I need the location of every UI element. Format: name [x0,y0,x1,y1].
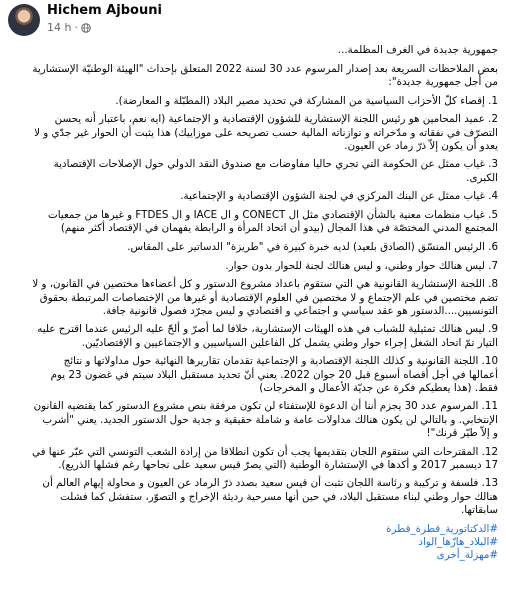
post-item-12 [12,446,498,472]
post-intro [12,63,498,89]
item-line: الإنتخابي. و بالتالي لن يكون هنالك مداولات عامة و شاملة حقيقية و جدية حول الدستور الجديد. يعني "أشرب [42,413,498,426]
item-line: 1. إقصاء كلّ الأحزاب السياسية من المشاركة في تحديد مصير البلاد (المطبّلة و المعارضة). [115,94,498,107]
item-line: 3. غياب ممثل عن الحكومة التي تجري حاليا مفاوضات مع صندوق النقد الدولي حول الإصلاحات الإقتصادية [53,158,498,171]
post-item-4 [12,190,498,203]
item-line: سابقاتها. [461,503,498,516]
post-item-9 [12,323,498,349]
post-item-13 [12,477,498,517]
item-line: هنالك حوار وطني لبناء مستقبل البلاد، في حين أنها مسرحية رديئة الإخراج و التصوّر، ستفشل كما فشلت [60,490,498,503]
item-line: يعدو أن يكون إلاّ ذرّ رماد عن العيون. [344,139,498,152]
hashtag-link[interactable]: #البلاد_هازّها_الواد [418,535,498,548]
post-item-1 [12,95,498,108]
item-line: التصرّف في نفقاته و مدّخراته و توازناته المالية حسب تصريحه على موزاييك) هذا يثبت أن الحوار غير جدّي و لا [34,126,498,139]
author-name[interactable]: Hichem Ajbouni [47,3,162,18]
post-item-3 [12,158,498,184]
item-line: 5. غياب منظمات معنية بالشأن الإقتصادي مثل ال CONECT و ال IACE و ال FTDES و غيرها من جمعيات [48,209,498,222]
hashtags [12,523,498,563]
item-line: التيار تمّ اتحاد الشغل إجراء حوار وطني يشمل كل الفاعلين السياسيين و الإجتماعيين و الإقتصاديّين. [81,336,498,349]
post-item-10 [12,355,498,395]
item-line: أعمالها في أجل أقصاه أسبوع قبل 20 جوان 2022. يعني أنّ تحديد مستقبل البلاد سيتم في غضون 23 يوم [50,368,498,381]
item-line: 7. ليس هنالك حوار وطني، و ليس هنالك لجنة للحوار بدون حوار. [225,259,498,272]
meta-separator: · [74,21,78,34]
post-item-2 [12,113,498,153]
post-item-5 [12,209,498,235]
intro-line: بعض الملاحظات السريعة بعد إصدار المرسوم عدد 30 لسنة 2022 المتعلق بإحداث "الهيئة الوطنيّة الإستشارية [32,62,498,75]
item-line: 13. فلسفة و تركيبة و رئاسة اللجان تثبت أن قيس سعيد بصدد ذرّ الرماد عن العيون و محاولة إيهام العالم أن [42,477,498,490]
post-item-7 [12,260,498,273]
post-title: جمهورية جديدة في الغرف المظلمة... [337,44,498,56]
item-line: 4. غياب ممثل عن البنك المركزي في لجنة الشؤون الإقتصادية و الإجتماعية. [180,190,498,203]
item-line: 10. اللجنة القانونية و كذلك اللجنة الإقتصادية و الإجتماعية تقدمان تقاريرها النهائية حول مداولاتها و نتائج [63,355,498,368]
item-line: فقط. (هذا يعطيكم فكرة عن جديّة الأعمال و المخرجات) [259,381,498,394]
item-line: 17 ديسمبر 2017 و أكدها في الإستشارة الوطنية (التي يصرّ قيس سعيد على نجاحها رغم فشلها الذريع). [58,458,498,471]
globe-icon [81,23,91,33]
item-line: 11. المرسوم عدد 30 يجزم أننا أن الدعوة للإستفتاء لن تكون مرفقة بنص مشروع الدستور كما يقتضيه القانون [33,400,498,413]
post-item-8 [12,278,498,318]
author-avatar[interactable] [8,4,40,36]
item-line: 9. ليس هنالك تمثيلية للشباب في هذه الهيئات الإستشارية، خلافا لما أصرّ و ألحّ عليه الرئيس عندما اقترح عليه [37,323,498,336]
post-items [12,95,498,517]
post-meta [47,21,91,34]
item-line: 12. المقترحات التي ستقوم اللجان بتقديمها يجب أن تكون انطلاقا من إرادة الشعب التونسي التي عبّر عنها في [31,445,498,458]
item-line: 6. الرئيس المنسّق (الصادق بلعيد) لديه خبرة كبيرة في "طريزة" الدساتير على المقاس. [127,240,498,253]
item-line: و إلاّ طيّر قرنك"! [426,426,498,439]
post-time[interactable]: 14 h [47,21,72,34]
item-line: الكبرى. [466,171,498,184]
hashtag-link[interactable]: #الدكتاتورية_قطرة_قطرة [386,522,498,535]
item-line: 2. عميد المحامين هو رئيس اللجنة الإستشارية للشؤون الإقتصادية و الإجتماعية (ايه نعم، باعتبار أنه يحسن [54,113,498,126]
item-line: تضم مختصين في علم الإجتماع و لا مختصين في العلوم الإقتصادية أو غيرها من الإختصاصات المرتبطة بحقوق [39,291,498,304]
item-line: 8. اللجنة الإستشارية القانونية هي التي ستقوم باعداد مشروع الدستور و كل أعضاءها مختصين في القانون، و لا [32,278,498,291]
post-header [0,0,506,44]
item-line: التونسيين....الدستور هو عقد سياسي و اجتماعي و اقتصادي و ليس مجرّد فصول قانونية جافة. [102,304,498,317]
hashtag-link[interactable]: #مهزلة_أخرى [436,549,498,561]
post-item-6 [12,241,498,254]
intro-line: من أجل جمهورية جديدة": [388,75,498,88]
post-item-11 [12,400,498,440]
post-body [12,44,498,562]
item-line: المجتمع المدني المختصّة في هذا المجال (بيدو أن اتحاد المرأة و الرابطة يفهمان في الإقتصاد أكثر منهم) [60,222,498,235]
